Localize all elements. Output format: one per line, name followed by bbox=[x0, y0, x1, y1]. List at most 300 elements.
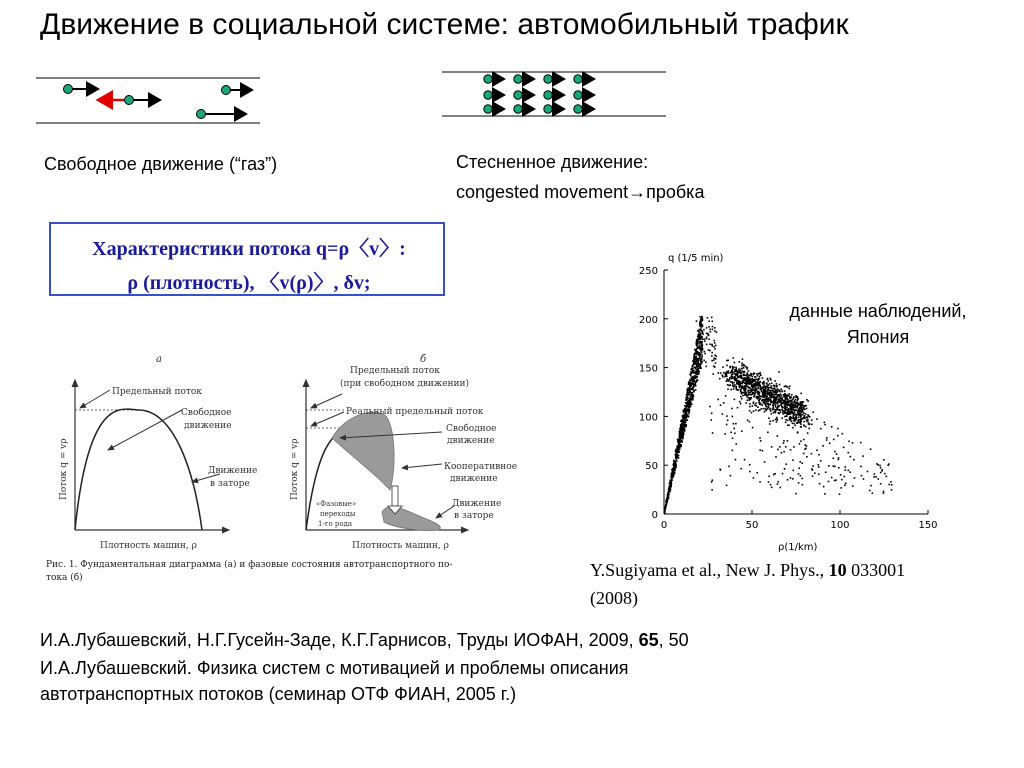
data-point bbox=[722, 376, 724, 378]
b-real: Реальный предельный поток bbox=[346, 407, 484, 417]
data-point bbox=[793, 414, 795, 416]
data-point bbox=[880, 472, 882, 474]
data-point bbox=[695, 372, 697, 374]
data-point bbox=[723, 372, 725, 374]
data-point bbox=[703, 360, 705, 362]
sugiyama-volume: 10 bbox=[828, 560, 847, 580]
data-point bbox=[746, 375, 748, 377]
data-point bbox=[840, 487, 842, 489]
data-point bbox=[668, 493, 670, 495]
data-point bbox=[762, 399, 764, 401]
data-point bbox=[727, 420, 729, 422]
data-point bbox=[760, 374, 762, 376]
data-point bbox=[713, 365, 715, 367]
data-point bbox=[734, 374, 736, 376]
data-point bbox=[755, 409, 757, 411]
data-point bbox=[767, 431, 769, 433]
data-point bbox=[870, 485, 872, 487]
data-point bbox=[776, 418, 778, 420]
data-point bbox=[779, 487, 781, 489]
data-point bbox=[794, 418, 796, 420]
data-point bbox=[747, 372, 749, 374]
data-point bbox=[758, 410, 760, 412]
data-point bbox=[765, 395, 767, 397]
data-point bbox=[785, 463, 787, 465]
data-point bbox=[838, 457, 840, 459]
data-point bbox=[734, 362, 736, 364]
y-tick-label: 50 bbox=[645, 461, 658, 473]
data-point bbox=[694, 367, 696, 369]
data-point bbox=[761, 388, 763, 390]
data-point bbox=[742, 358, 744, 360]
data-point bbox=[781, 404, 783, 406]
data-point bbox=[712, 432, 714, 434]
data-point bbox=[792, 407, 794, 409]
data-point bbox=[774, 388, 776, 390]
data-point bbox=[783, 442, 785, 444]
data-point bbox=[792, 478, 794, 480]
data-point bbox=[741, 398, 743, 400]
figure-caption-line1: Рис. 1. Фундаментальная диаграмма (а) и фазовые состояния автотранспортного по- bbox=[46, 560, 453, 570]
data-point bbox=[799, 405, 801, 407]
data-point bbox=[812, 475, 814, 477]
data-point bbox=[693, 367, 695, 369]
data-point bbox=[752, 405, 754, 407]
data-point bbox=[873, 476, 875, 478]
panel-b-label: б bbox=[420, 354, 427, 365]
data-point bbox=[737, 371, 739, 373]
data-point bbox=[756, 381, 758, 383]
data-point bbox=[792, 470, 794, 472]
data-point bbox=[802, 414, 804, 416]
data-point bbox=[741, 363, 743, 365]
data-point bbox=[870, 448, 872, 450]
data-point bbox=[708, 326, 710, 328]
data-point bbox=[785, 408, 787, 410]
data-point bbox=[801, 478, 803, 480]
data-point bbox=[800, 440, 802, 442]
data-point bbox=[773, 399, 775, 401]
data-point bbox=[732, 384, 734, 386]
data-point bbox=[735, 387, 737, 389]
data-point bbox=[675, 463, 677, 465]
data-point bbox=[834, 480, 836, 482]
data-point bbox=[702, 326, 704, 328]
data-point bbox=[683, 433, 685, 435]
data-point bbox=[711, 344, 713, 346]
data-point bbox=[763, 393, 765, 395]
data-point bbox=[746, 396, 748, 398]
data-point bbox=[727, 388, 729, 390]
data-point bbox=[710, 419, 712, 421]
data-point bbox=[793, 446, 795, 448]
data-point bbox=[863, 478, 865, 480]
data-point bbox=[739, 384, 741, 386]
data-point bbox=[792, 427, 794, 429]
data-point bbox=[751, 383, 753, 385]
data-point bbox=[735, 379, 737, 381]
data-point bbox=[664, 506, 666, 508]
data-point bbox=[802, 484, 804, 486]
data-point bbox=[697, 362, 699, 364]
ref1-pre: И.А.Лубашевский, Н.Г.Гусейн-Заде, К.Г.Гарнисов, Труды ИОФАН, 2009, bbox=[40, 630, 639, 650]
data-point bbox=[702, 318, 704, 320]
data-point bbox=[742, 386, 744, 388]
data-point bbox=[752, 381, 754, 383]
data-point bbox=[763, 384, 765, 386]
data-point bbox=[771, 413, 773, 415]
data-point bbox=[700, 345, 702, 347]
data-point bbox=[799, 443, 801, 445]
data-point bbox=[787, 420, 789, 422]
data-point bbox=[751, 412, 753, 414]
data-point bbox=[723, 402, 725, 404]
data-point bbox=[833, 439, 835, 441]
data-point bbox=[731, 374, 733, 376]
data-point bbox=[732, 437, 734, 439]
data-point bbox=[779, 410, 781, 412]
data-point bbox=[880, 467, 882, 469]
data-point bbox=[770, 402, 772, 404]
data-point bbox=[781, 409, 783, 411]
data-point bbox=[879, 465, 881, 467]
data-point bbox=[789, 418, 791, 420]
data-point bbox=[670, 480, 672, 482]
data-point bbox=[768, 380, 770, 382]
data-point bbox=[740, 468, 742, 470]
data-point bbox=[734, 386, 736, 388]
data-point bbox=[749, 392, 751, 394]
congested-cars bbox=[484, 75, 594, 113]
data-point bbox=[784, 401, 786, 403]
panel-b-cooperative-region bbox=[332, 412, 394, 490]
data-point bbox=[751, 378, 753, 380]
data-point bbox=[702, 344, 704, 346]
data-point bbox=[776, 421, 778, 423]
congested-car-1 bbox=[484, 75, 504, 83]
data-point bbox=[820, 428, 822, 430]
data-point bbox=[799, 422, 801, 424]
data-point bbox=[744, 394, 746, 396]
data-point bbox=[758, 402, 760, 404]
data-point bbox=[797, 402, 799, 404]
data-point bbox=[758, 373, 760, 375]
data-point bbox=[683, 412, 685, 414]
data-point bbox=[774, 392, 776, 394]
data-point bbox=[806, 420, 808, 422]
data-point bbox=[730, 381, 732, 383]
data-point bbox=[773, 474, 775, 476]
data-point bbox=[720, 469, 722, 471]
data-point bbox=[734, 371, 736, 373]
data-point bbox=[772, 394, 774, 396]
data-point bbox=[843, 476, 845, 478]
data-point bbox=[726, 378, 728, 380]
data-point bbox=[734, 399, 736, 401]
data-point bbox=[759, 437, 761, 439]
data-point bbox=[677, 449, 679, 451]
data-point bbox=[807, 415, 809, 417]
data-point bbox=[767, 394, 769, 396]
data-point bbox=[805, 405, 807, 407]
data-point bbox=[829, 442, 831, 444]
data-point bbox=[681, 423, 683, 425]
data-point bbox=[707, 317, 709, 319]
data-point bbox=[806, 456, 808, 458]
data-point bbox=[745, 366, 747, 368]
data-point bbox=[834, 466, 836, 468]
data-point bbox=[763, 408, 765, 410]
data-point bbox=[808, 428, 810, 430]
data-point bbox=[770, 410, 772, 412]
data-point bbox=[757, 375, 759, 377]
data-point bbox=[807, 432, 809, 434]
data-point bbox=[792, 416, 794, 418]
data-point bbox=[671, 473, 673, 475]
data-point bbox=[695, 389, 697, 391]
data-point bbox=[712, 373, 714, 375]
data-point bbox=[708, 349, 710, 351]
data-point bbox=[841, 479, 843, 481]
data-point bbox=[687, 405, 689, 407]
congested-car-11 bbox=[544, 105, 564, 113]
data-point bbox=[785, 422, 787, 424]
data-point bbox=[727, 384, 729, 386]
data-point bbox=[777, 388, 779, 390]
data-point bbox=[730, 475, 732, 477]
data-point bbox=[745, 377, 747, 379]
ref1-volume: 65 bbox=[638, 630, 659, 650]
data-point bbox=[713, 346, 715, 348]
data-point bbox=[781, 388, 783, 390]
data-point bbox=[698, 345, 700, 347]
data-point bbox=[812, 469, 814, 471]
data-point bbox=[698, 364, 700, 366]
data-point bbox=[792, 422, 794, 424]
data-point bbox=[822, 445, 824, 447]
data-point bbox=[786, 398, 788, 400]
data-point bbox=[779, 384, 781, 386]
data-point bbox=[786, 407, 788, 409]
data-point bbox=[745, 402, 747, 404]
data-point bbox=[753, 379, 755, 381]
b-jam2: в заторе bbox=[454, 511, 494, 521]
data-point bbox=[664, 509, 666, 511]
data-point bbox=[740, 396, 742, 398]
data-point bbox=[798, 473, 800, 475]
data-point bbox=[726, 380, 728, 382]
b-jam1: Движение bbox=[452, 499, 502, 509]
data-point bbox=[699, 316, 701, 318]
b-x-label: Плотность машин, ρ bbox=[352, 541, 449, 551]
data-point bbox=[800, 426, 802, 428]
data-point bbox=[700, 359, 702, 361]
data-point bbox=[713, 340, 715, 342]
data-point bbox=[740, 390, 742, 392]
data-point bbox=[773, 405, 775, 407]
data-point bbox=[877, 478, 879, 480]
data-point bbox=[812, 465, 814, 467]
data-point bbox=[731, 375, 733, 377]
chart-y-label: q (1/5 min) bbox=[668, 253, 724, 264]
data-point bbox=[687, 396, 689, 398]
data-point bbox=[699, 366, 701, 368]
data-point bbox=[684, 408, 686, 410]
data-point bbox=[673, 472, 675, 474]
data-point bbox=[784, 405, 786, 407]
data-point bbox=[785, 385, 787, 387]
data-point bbox=[768, 417, 770, 419]
data-point bbox=[758, 400, 760, 402]
data-point bbox=[733, 423, 735, 425]
data-point bbox=[795, 395, 797, 397]
data-point bbox=[782, 473, 784, 475]
data-point bbox=[752, 427, 754, 429]
data-point bbox=[790, 409, 792, 411]
data-point bbox=[692, 397, 694, 399]
data-point bbox=[715, 355, 717, 357]
data-point bbox=[771, 382, 773, 384]
data-point bbox=[742, 371, 744, 373]
data-point bbox=[711, 317, 713, 319]
data-point bbox=[797, 398, 799, 400]
data-point bbox=[698, 371, 700, 373]
data-point bbox=[749, 403, 751, 405]
data-point bbox=[796, 407, 798, 409]
data-point bbox=[738, 376, 740, 378]
data-point bbox=[769, 404, 771, 406]
congested-car-10 bbox=[514, 105, 534, 113]
data-point bbox=[694, 376, 696, 378]
y-tick-label: 0 bbox=[651, 510, 658, 521]
data-point bbox=[696, 344, 698, 346]
data-point bbox=[680, 426, 682, 428]
b-max1: Предельный поток bbox=[350, 366, 440, 376]
data-point bbox=[679, 432, 681, 434]
data-point bbox=[701, 357, 703, 359]
data-point bbox=[691, 366, 693, 368]
data-point bbox=[735, 386, 737, 388]
data-point bbox=[811, 453, 813, 455]
data-point bbox=[699, 352, 701, 354]
data-point bbox=[800, 475, 802, 477]
data-point bbox=[690, 371, 692, 373]
data-point bbox=[738, 389, 740, 391]
data-point bbox=[712, 320, 714, 322]
data-point bbox=[690, 375, 692, 377]
data-point bbox=[769, 378, 771, 380]
data-point bbox=[832, 465, 834, 467]
data-point bbox=[759, 386, 761, 388]
data-point bbox=[731, 378, 733, 380]
data-point bbox=[759, 378, 761, 380]
observations-line2: Япония bbox=[846, 327, 910, 347]
data-point bbox=[748, 392, 750, 394]
b-free2: движение bbox=[447, 436, 495, 446]
data-point bbox=[764, 387, 766, 389]
x-tick-label: 0 bbox=[660, 520, 668, 531]
data-point bbox=[749, 389, 751, 391]
data-point bbox=[732, 416, 734, 418]
data-point bbox=[800, 420, 802, 422]
data-point bbox=[802, 404, 804, 406]
data-point bbox=[836, 453, 838, 455]
data-point bbox=[760, 398, 762, 400]
data-point bbox=[818, 454, 820, 456]
data-point bbox=[744, 385, 746, 387]
data-point bbox=[741, 368, 743, 370]
data-point bbox=[778, 400, 780, 402]
data-point bbox=[734, 432, 736, 434]
data-point bbox=[784, 395, 786, 397]
data-point bbox=[771, 387, 773, 389]
free-flow-label: Свободное движение (“газ”) bbox=[44, 154, 278, 174]
data-point bbox=[767, 389, 769, 391]
data-point bbox=[676, 460, 678, 462]
data-point bbox=[688, 383, 690, 385]
data-point bbox=[790, 397, 792, 399]
data-point bbox=[884, 473, 886, 475]
data-point bbox=[715, 358, 717, 360]
data-point bbox=[764, 461, 766, 463]
data-point bbox=[700, 335, 702, 337]
data-point bbox=[785, 401, 787, 403]
data-point bbox=[769, 387, 771, 389]
data-point bbox=[712, 326, 714, 328]
data-point bbox=[696, 341, 698, 343]
data-point bbox=[784, 386, 786, 388]
data-point bbox=[749, 406, 751, 408]
flow-box-line1: Характеристики потока q=ρ〈v〉: bbox=[92, 238, 406, 260]
data-point bbox=[691, 378, 693, 380]
data-point bbox=[711, 413, 713, 415]
data-point bbox=[738, 361, 740, 363]
data-point bbox=[753, 410, 755, 412]
data-point bbox=[799, 403, 801, 405]
data-point bbox=[722, 374, 724, 376]
data-point bbox=[746, 384, 748, 386]
data-point bbox=[686, 409, 688, 411]
a-free2: движение bbox=[184, 421, 232, 431]
data-point bbox=[776, 385, 778, 387]
b-phase1: «Фазовые» bbox=[316, 500, 357, 508]
data-point bbox=[755, 389, 757, 391]
data-point bbox=[701, 324, 703, 326]
data-point bbox=[711, 481, 713, 483]
data-point bbox=[774, 380, 776, 382]
data-point bbox=[714, 327, 716, 329]
data-point bbox=[888, 484, 890, 486]
data-point bbox=[876, 463, 878, 465]
data-point bbox=[692, 380, 694, 382]
data-point bbox=[745, 391, 747, 393]
data-point bbox=[752, 387, 754, 389]
congested-label-line1: Стесненное движение: bbox=[456, 152, 649, 172]
data-point bbox=[747, 399, 749, 401]
data-point bbox=[759, 481, 761, 483]
data-point bbox=[720, 404, 722, 406]
data-point bbox=[770, 390, 772, 392]
data-point bbox=[675, 466, 677, 468]
data-point bbox=[764, 403, 766, 405]
data-point bbox=[806, 416, 808, 418]
data-point bbox=[766, 382, 768, 384]
data-point bbox=[750, 394, 752, 396]
x-tick-label: 150 bbox=[918, 520, 938, 531]
data-point bbox=[756, 378, 758, 380]
data-point bbox=[781, 402, 783, 404]
data-point bbox=[807, 421, 809, 423]
